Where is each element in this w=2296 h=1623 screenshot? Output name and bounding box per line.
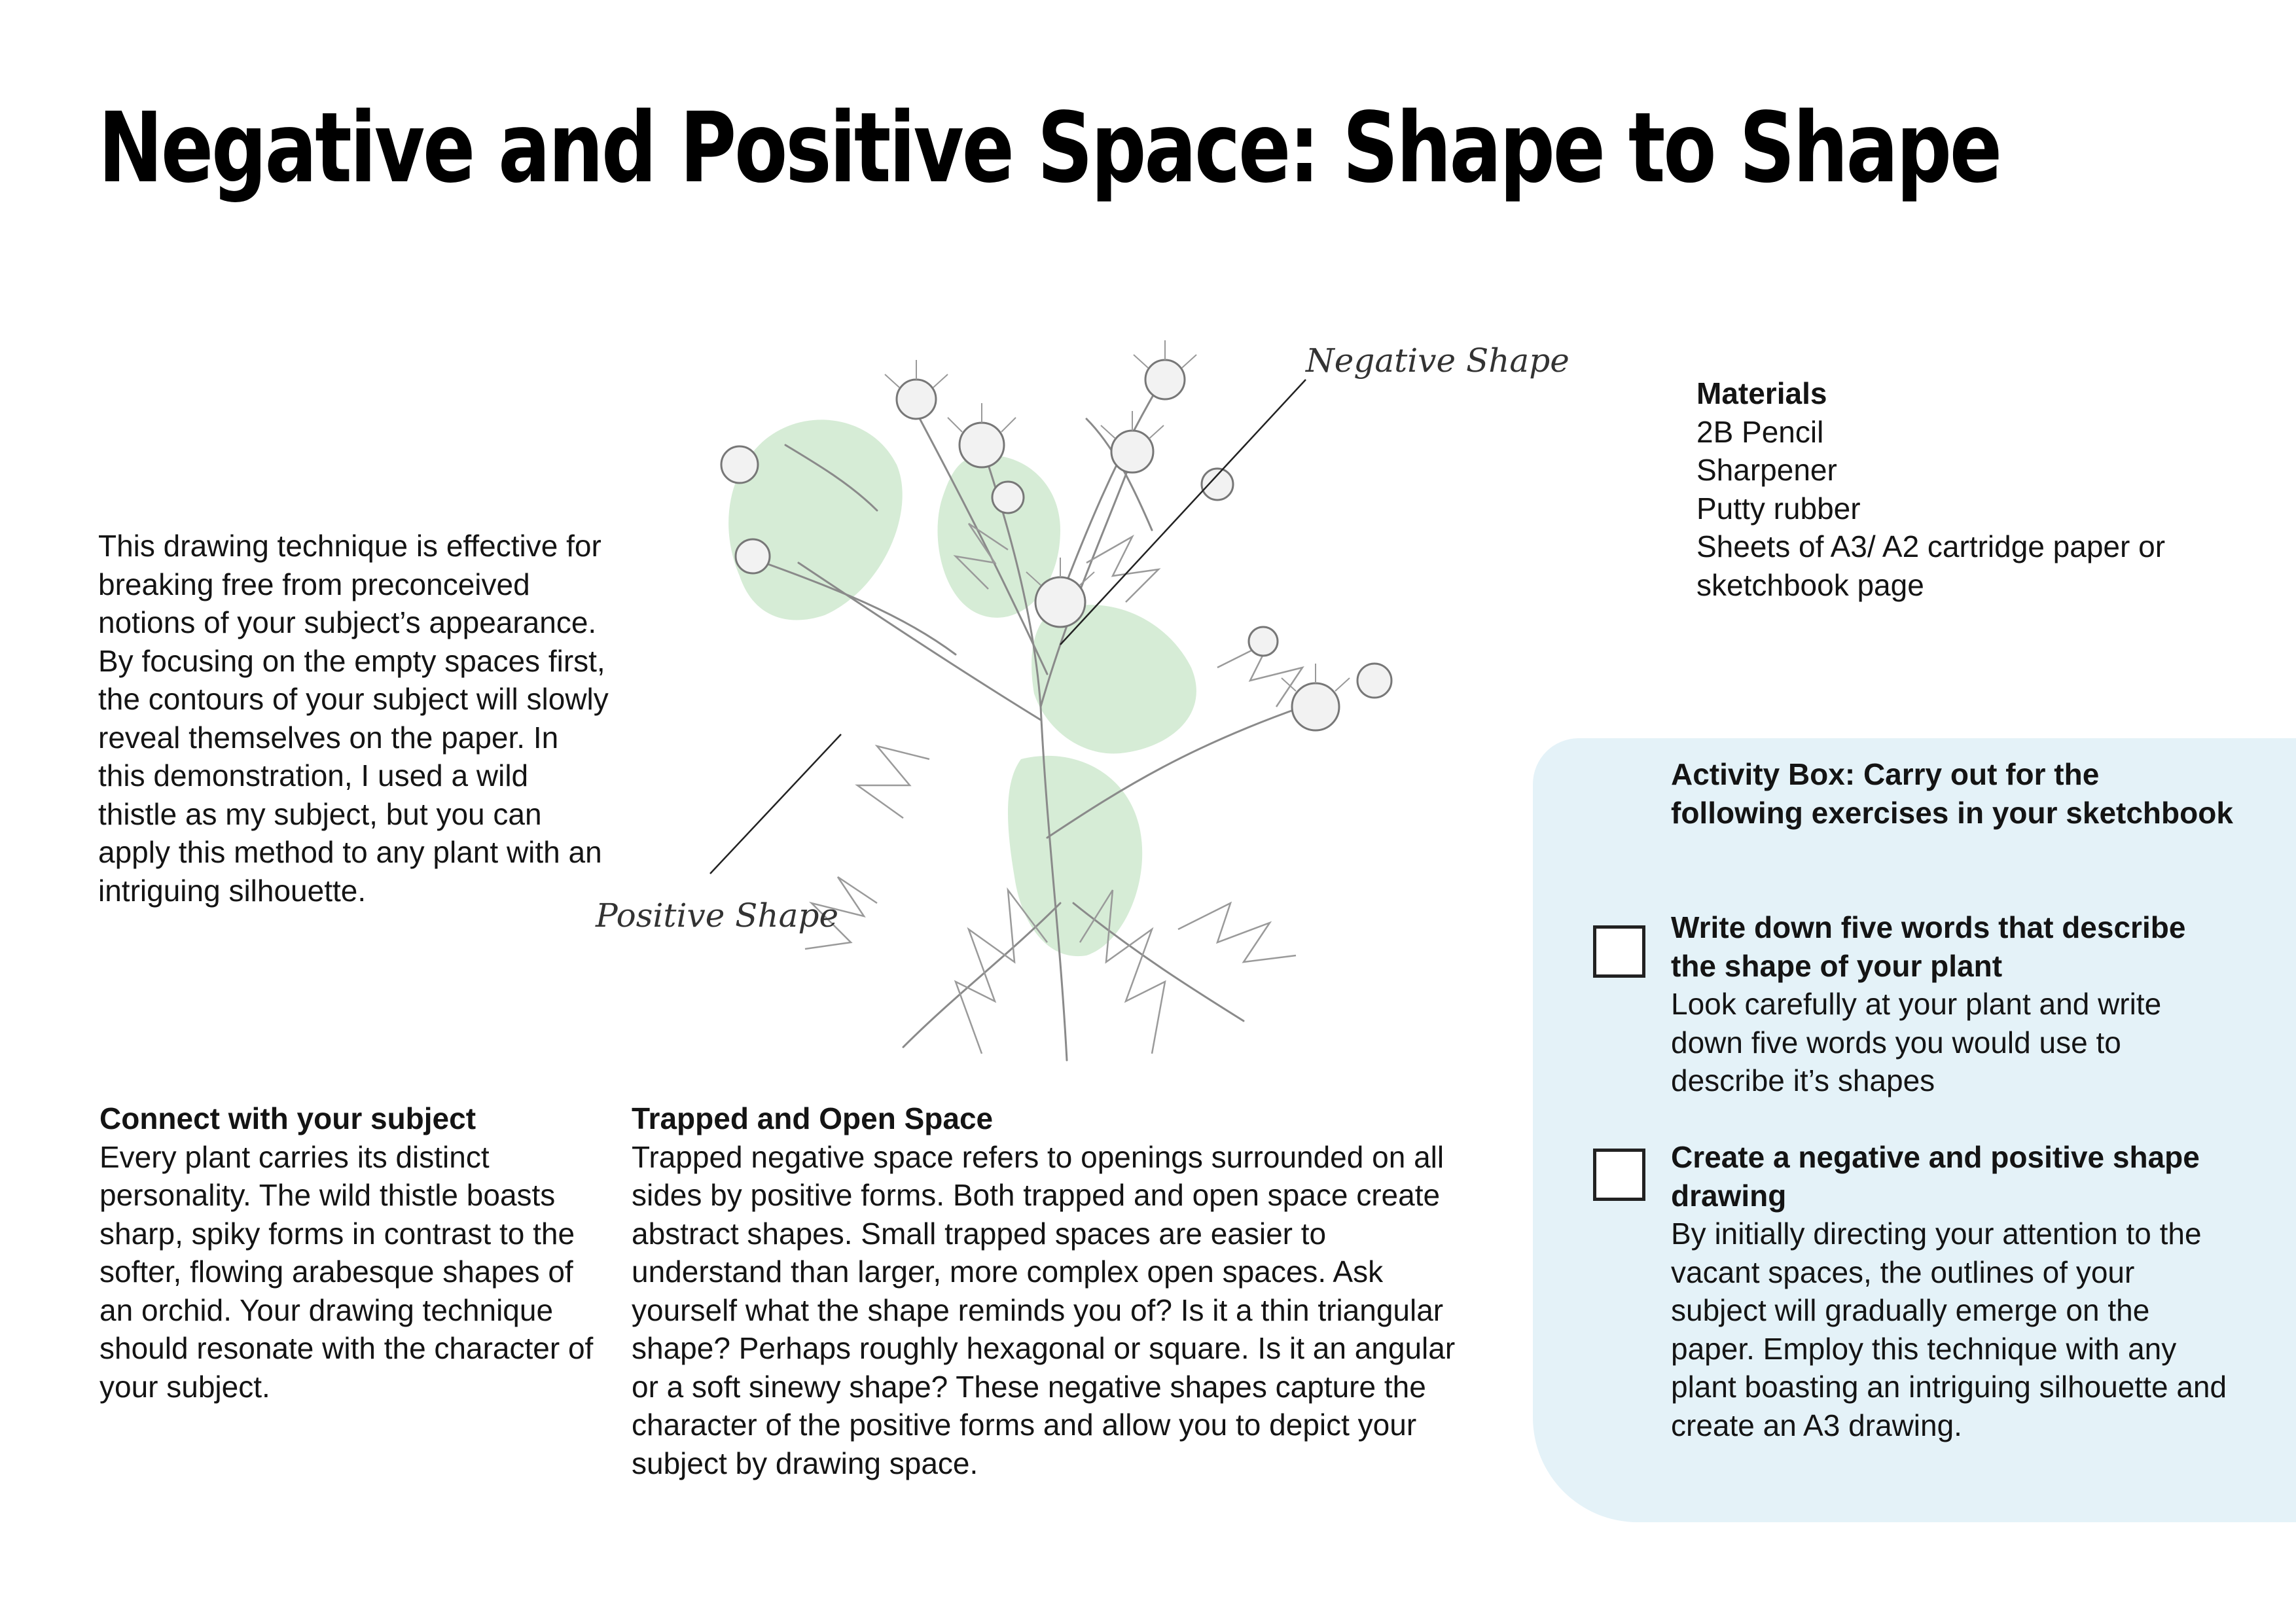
task-2-checkbox[interactable] [1593,1149,1645,1201]
connect-section [99,1099,610,1406]
materials-list [1696,374,2181,604]
task-1-description: Look carefully at your plant and write down five words you would use to describe it’s shapes [1671,987,2162,1097]
trapped-section [632,1099,1469,1482]
material-item: Sharpener [1696,453,1837,487]
connect-heading: Connect with your subject [99,1101,476,1135]
activity-title: Activity Box: Carry out for the following exercises in your sketchbook [1671,757,2233,830]
material-item: Sheets of A3/ A2 cartridge paper or sketchbook page [1696,529,2166,602]
negative-shape-label: Negative Shape [1306,342,1570,380]
connect-paragraph: Every plant carries its distinct personality. The wild thistle boasts sharp, spiky forms in contrast to the softer, flowing arabesque shapes of an orchid. Your drawing technique should resonate with the character of your subject. [99,1139,594,1404]
trapped-paragraph: Trapped negative space refers to openings surrounded on all sides by positive forms. Both trapped and open space create abstract shapes. Small trapped spaces are easier to understand than larger, more complex open spaces. Ask yourself what the shape reminds you of? Is it a thin triangular shape? Perhaps roughly hexagonal or square. Is it an angular or a soft sinewy shape? These negative shapes capture the character of the positive forms and allow you to depict your subject by drawing space. [632,1139,1456,1480]
material-item: Putty rubber [1696,491,1861,526]
positive-shape-label: Positive Shape [596,897,839,935]
activity-task-2 [1671,1138,2234,1444]
negative-shape-bottom [1008,756,1142,956]
negative-leader-line [1060,380,1306,645]
task-2-heading: Create a negative and positive shape drawing [1671,1140,2200,1213]
material-item: 2B Pencil [1696,414,1824,449]
intro-paragraph: This drawing technique is effective for breaking free from preconceived notions of your subject’s appearance. By focusing on the empty spaces first, the contours of your subject will slowly reveal themselves on the paper. In this demonstration, I used a wild thistle as my subject, but you can apply this method to any plant with an intriguing silhouette. [98,529,609,908]
task-1-heading: Write down five words that describe the shape of your plant [1671,910,2186,983]
page-title: Negative and Positive Space: Shape to Shape [98,92,2000,204]
negative-shape-left [728,419,903,620]
task-2-description: By initially directing your attention to the vacant spaces, the outlines of your subject will gradually emerge on the paper. Employ this technique with any plant boasting an intriguing silhouette and create an A3 drawing. [1671,1217,2227,1442]
positive-leader-line [710,734,841,874]
task-1-checkbox[interactable] [1593,925,1645,978]
trapped-heading: Trapped and Open Space [632,1101,994,1135]
activity-task-1 [1671,908,2234,1100]
materials-heading: Materials [1696,376,1827,410]
